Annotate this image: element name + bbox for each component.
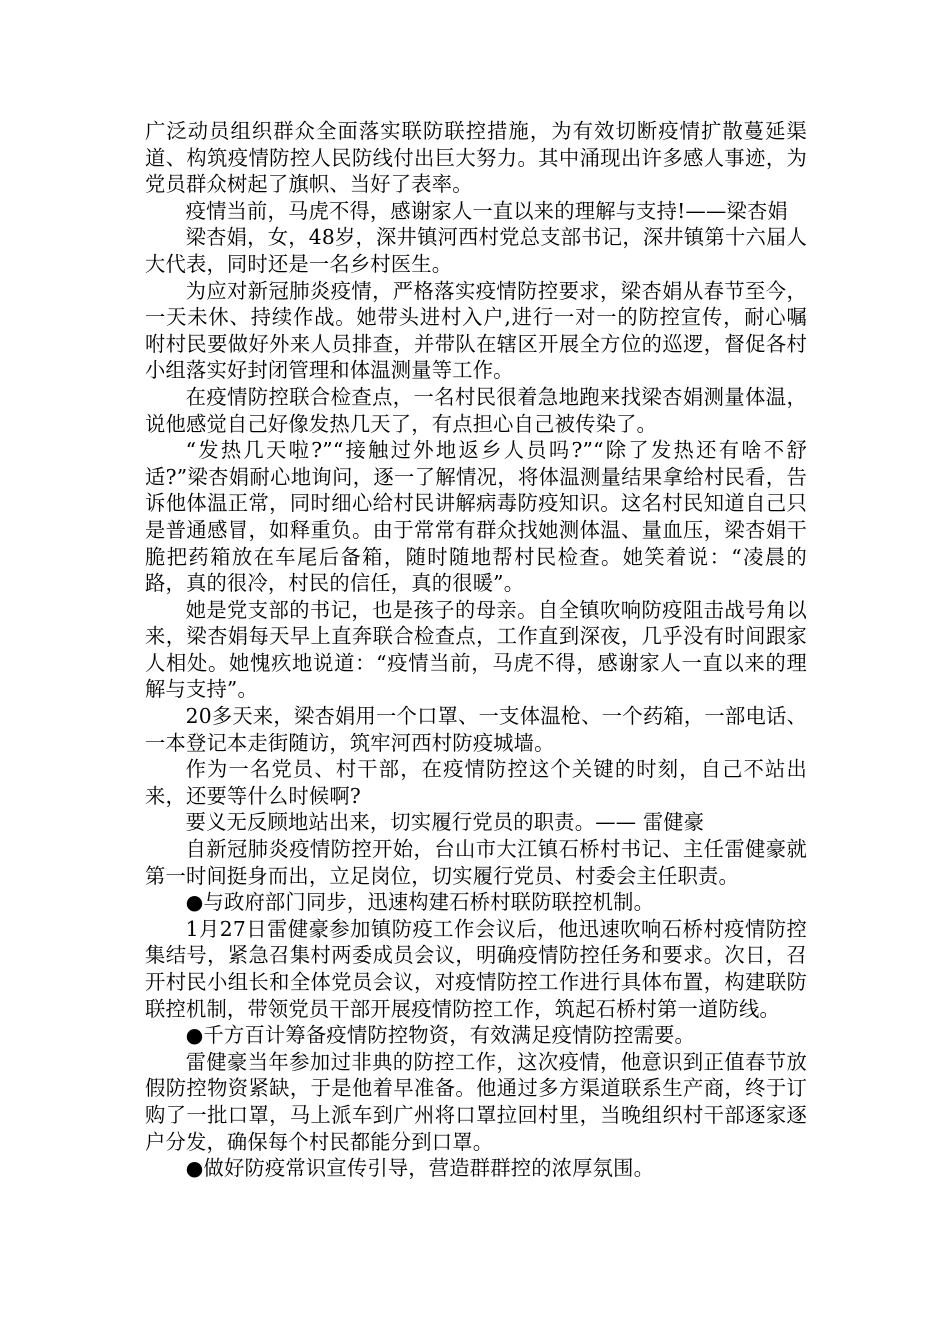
paragraph: 20多天来，梁杏娟用一个口罩、一支体温枪、一个药箱，一部电话、一本登记本走街随访，筑牢河西村防疫城墙。 xyxy=(145,704,807,755)
paragraph-heading-lei: 要义无反顾地站出来，切实履行党员的职责。—— 雷健豪 xyxy=(185,810,705,835)
paragraph: 梁杏娟，女，48岁，深井镇河西村党总支部书记，深井镇第十六届人大代表，同时还是一名乡村医生。 xyxy=(145,225,807,276)
paragraph: 为应对新冠肺炎疫情，严格落实疫情防控要求，梁杏娟从春节至今，一天未休、持续作战。她带头进村入户,进行一对一的防控宣传，耐心嘱咐村民要做好外来人员排查，并带队在辖区开展全方位的巡逻，督促各村小组落实好封闭管理和体温测量等工作。 xyxy=(145,278,807,383)
paragraph: 她是党支部的书记，也是孩子的母亲。自全镇吹响防疫阻击战号角以来，梁杏娟每天早上直奔联合检查点，工作直到深夜，几乎没有时间跟家人相处。她愧疚地说道：“疫情当前，马虎不得，感谢家人一直以来的理解与支持”。 xyxy=(145,597,807,702)
paragraph: 自新冠肺炎疫情防控开始，台山市大江镇石桥村书记、主任雷健豪就第一时间挺身而出，立足岗位，切实履行党员、村委会主任职责。 xyxy=(145,837,807,888)
bullet-heading: ●做好防疫常识宣传引导，营造群群控的浓厚氛围。 xyxy=(185,1156,655,1181)
paragraph: “发热几天啦?”“接触过外地返乡人员吗?”“除了发热还有啥不舒适?”梁杏娟耐心地询问，逐一了解情况，将体温测量结果拿给村民看，告诉他体温正常，同时细心给村民讲解病毒防疫知识。这名村民知道自己只是普通感冒，如释重负。由于常常有群众找她测体温、量血压，梁杏娟干脆把药箱放在车尾后备箱，随时随地帮村民检查。她笑着说：“凌晨的路，真的很冷，村民的信任，真的很暖”。 xyxy=(145,438,807,596)
bullet-heading: ●千方百计筹备疫情防控物资，有效满足疫情防控需要。 xyxy=(185,1023,696,1048)
paragraph: 在疫情防控联合检查点，一名村民很着急地跑来找梁杏娟测量体温，说他感觉自己好像发热几天了，有点担心自己被传染了。 xyxy=(145,384,807,436)
bullet-heading: ●与政府部门同步，迅速构建石桥村联防联控机制。 xyxy=(185,890,655,915)
paragraph-intro: 广泛动员组织群众全面落实联防联控措施，为有效切断疫情扩散蔓延渠道、构筑疫情防控人民防线付出巨大努力。其中涌现出许多感人事迹，为党员群众树起了旗帜、当好了表率。 xyxy=(145,119,807,197)
paragraph-heading-liang: 疫情当前，马虎不得，感谢家人一直以来的理解与支持!——梁杏娟 xyxy=(185,198,788,223)
paragraph: 1月27日雷健豪参加镇防疫工作会议后，他迅速吹响石桥村疫情防控集结号，紧急召集村两委成员会议，明确疫情防控任务和要求。次日，召开村民小组长和全体党员会议，对疫情防控工作进行具体布置，构建联防联控机制，带领党员干部开展疫情防控工作，筑起石桥村第一道防线。 xyxy=(145,916,807,1021)
document-body xyxy=(145,118,807,1182)
paragraph: 作为一名党员、村干部，在疫情防控这个关键的时刻，自己不站出来，还要等什么时候啊? xyxy=(145,757,807,808)
paragraph: 雷健豪当年参加过非典的防控工作，这次疫情，他意识到正值春节放假防控物资紧缺，于是他着早准备。他通过多方渠道联系生产商，终于订购了一批口罩，马上派车到广州将口罩拉回村里，当晚组织村干部逐家逐户分发，确保每个村民都能分到口罩。 xyxy=(145,1049,807,1154)
